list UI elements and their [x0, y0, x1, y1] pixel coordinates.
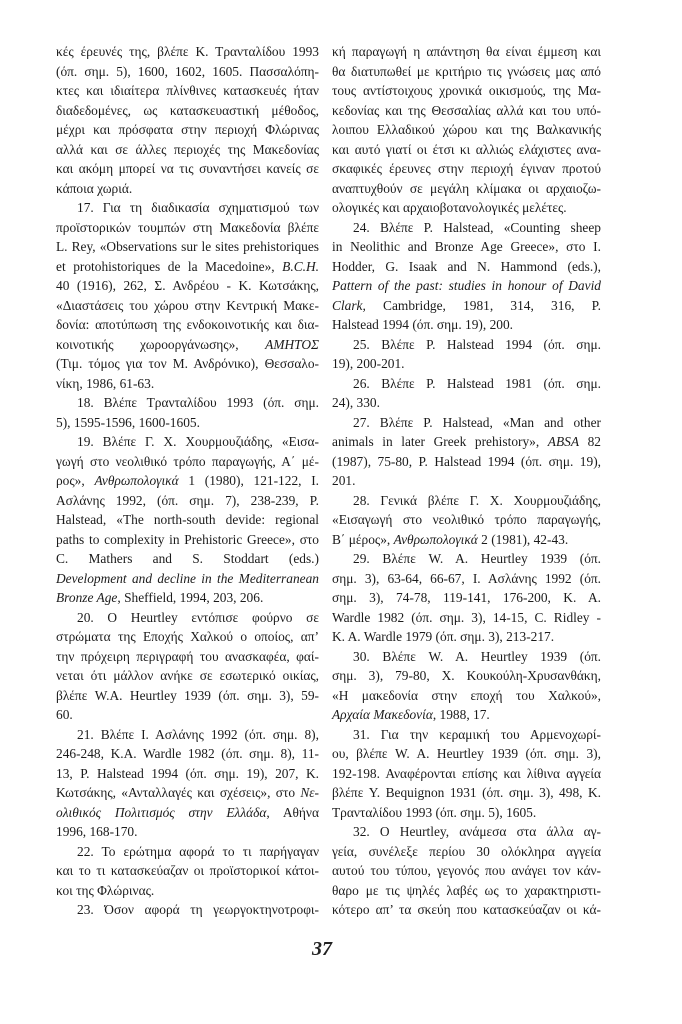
footnote [56, 725, 319, 842]
text-line [56, 81, 319, 101]
text-line [56, 842, 319, 862]
text-line [332, 81, 601, 101]
text-segment: και το τι κατασκεύαζαν οι προϊστορικοί κάτοι- [56, 863, 319, 878]
text-segment: γωγή στο νεολιθικό τρόπο παραγωγής, Α΄ μέ- [56, 453, 319, 469]
text-line [332, 62, 601, 82]
text-segment: , 1988, 17. [432, 707, 490, 722]
text-line [56, 569, 319, 589]
text-segment: νεται ότι μάλλον ανήκε σε εσωτερικό οικίας, [56, 668, 319, 683]
text-segment: κές έρευνές της, βλέπε Κ. Τρανταλίδου 1993 [56, 44, 319, 59]
text-segment: τους αντίστοιχους χρονικά οικισμούς, της Μα- [332, 83, 601, 98]
text-line [56, 549, 319, 569]
footnote [332, 491, 601, 550]
text-line [332, 530, 601, 550]
text-line [332, 744, 601, 764]
text-line [332, 471, 601, 491]
text-line [332, 803, 601, 823]
text-segment: 1 (1980), 121-122, Ι. [178, 473, 319, 488]
text-segment: ρος», [56, 473, 95, 488]
text-line [332, 510, 601, 530]
text-line [56, 237, 319, 257]
text-segment: Hodder, G. Isaak and N. Hammond (eds.), [332, 258, 601, 274]
italic-title: Νε- [300, 785, 319, 800]
text-segment: , Sheffield, 1994, 203, 206. [117, 590, 264, 605]
text-segment: αλλά και σε άλλες περιοχές της Μακεδονίας [56, 141, 319, 157]
footnote [332, 218, 601, 335]
text-segment: (όπ. σημ. 5), 1600, 1602, 1605. Πασσαλόπη- [56, 63, 319, 79]
text-line [56, 276, 319, 296]
italic-title: Ανθρωπολογικά [393, 531, 478, 547]
text-segment: 21. Βλέπε Ι. Ασλάνης 1992 (όπ. σημ. 8), [77, 726, 319, 742]
text-line [56, 686, 319, 706]
left-column [56, 42, 319, 920]
text-line [332, 432, 601, 452]
text-line [332, 393, 601, 413]
continued-footnote [332, 42, 601, 218]
text-segment: 19. Βλέπε Γ. Χ. Χουρμουζιάδης, «Εισα- [77, 434, 319, 449]
text-segment: θα διατυπωθεί με κριτήριο τις γνώσεις μας από [332, 63, 601, 79]
text-segment: 40 (1916), 262, Σ. Ανδρέου - Κ. Κωτσάκης, [56, 278, 319, 293]
text-segment: κτες και ιδιαίτερα πλίνθινες κατασκευές ήταν [56, 83, 319, 98]
text-segment: «Εισαγωγή στο νεολιθικό τρόπο παραγωγής, [332, 512, 601, 527]
text-segment: 2 (1981), 42-43. [477, 531, 569, 547]
text-segment: Wardle 1982 (όπ. σημ. 3), 14-15, C. Ridley - [332, 609, 601, 625]
text-line [56, 198, 319, 218]
footnote [332, 374, 601, 413]
text-segment: και αυτό γιατί οι έτσι κι αλλιώς ελάχιστες ανα- [332, 141, 601, 157]
text-segment: κοι της Φλώρινας. [56, 882, 155, 898]
footnote [56, 432, 319, 608]
text-segment: σημ. 3), 63-64, 66-67, Ι. Ασλάνης 1992 (όπ. [332, 570, 601, 586]
text-line [56, 861, 319, 881]
text-line [56, 627, 319, 647]
footnote [56, 198, 319, 393]
italic-title: ΑΜΗΤΟΣ [265, 336, 319, 352]
text-line [56, 452, 319, 472]
text-line [56, 432, 319, 452]
text-segment: λοιπου Ελλαδικού χώρου και της Βαλκανικής [332, 122, 601, 137]
text-segment: Β΄ μέρος», [332, 531, 394, 547]
text-line [56, 296, 319, 316]
continued-footnote [56, 42, 319, 198]
text-line [56, 900, 319, 920]
text-line [56, 608, 319, 628]
text-segment: «Η μακεδονία στην εποχή του Χαλκού», [332, 687, 601, 703]
text-segment: κοινοτικής χωροοργάνωσης», [56, 336, 266, 352]
text-segment: 192-198. Αναφέρονται επίσης και λίθινα αγγεία [332, 765, 601, 781]
text-segment: θαρο με τις ψηλές λαβές ως το χαρακτηριστι- [332, 882, 601, 898]
text-line [332, 900, 601, 920]
italic-title: ABSA [547, 434, 580, 449]
text-line [56, 822, 319, 842]
text-line [56, 510, 319, 530]
text-line [56, 783, 319, 803]
text-segment: Halstead 1994 (όπ. σημ. 19), 200. [332, 317, 514, 332]
text-segment: (Τιμ. τόμος για τον Μ. Ανδρόνικο), Θεσσαλο- [56, 356, 319, 371]
text-line [56, 140, 319, 160]
text-segment: 24. Βλέπε P. Halstead, «Counting sheep [353, 219, 601, 235]
text-segment: προϊστορικών τουμπών στη Μακεδονία βλέπε [56, 219, 319, 235]
text-segment: σκαφικές έρευνες στην περιοχή έγιναν προτού [332, 161, 601, 176]
text-segment: σημ. 3), 79-80, Χ. Κουκούλη-Χρυσανθάκη, [332, 668, 601, 683]
text-segment: νίκη, 1986, 61-63. [56, 375, 155, 391]
text-segment: 29. Βλέπε W. A. Heurtley 1939 (όπ. [353, 551, 601, 566]
text-line [332, 608, 601, 628]
text-line [332, 237, 601, 257]
text-segment: Halstead, «The north-south devide: regional [56, 512, 319, 527]
text-segment: κή παραγωγή η απάντηση θα είναι έμμεση και [332, 44, 601, 59]
text-segment: ολογικές και αρχαιοβοτανολογικές μελέτες. [332, 200, 567, 215]
text-segment: αναπτυχθούν σε μεγάλη κλίμακα οι αρχαιοζω- [332, 180, 601, 196]
text-line [56, 530, 319, 550]
text-segment: κάποια χωριά. [56, 180, 133, 196]
text-line [332, 413, 601, 433]
text-line [332, 218, 601, 238]
text-line [332, 647, 601, 667]
text-segment: και ακόμη μπορεί να τις συναντήσει κανείς σε [56, 161, 319, 176]
text-segment: 13, P. Halstead 1994 (όπ. σημ. 19), 207, Κ. [56, 765, 319, 781]
text-segment: Κωτσάκης, «Ανταλλαγές και σχέσεις», στο [56, 785, 301, 800]
text-line [56, 705, 319, 725]
text-line [332, 627, 601, 647]
text-segment: 32. Ο Heurtley, ανάμεσα στα άλλα αγ- [353, 824, 601, 839]
text-segment: 82 [579, 434, 601, 449]
footnote [56, 900, 319, 920]
text-line [56, 159, 319, 179]
footnote [332, 335, 601, 374]
text-segment: L. Rey, «Observations sur le sites prehistoriques [56, 239, 319, 254]
italic-title: ολιθικός Πολιτισμός στην Ελλάδα [56, 804, 267, 820]
text-line [332, 315, 601, 335]
text-segment: διαδεδομένες, ως κατασκευαστική μέθοδος, [56, 102, 319, 118]
text-segment: 25. Βλέπε P. Halstead 1994 (όπ. σημ. [353, 336, 601, 352]
text-segment: et protohistoriques de la Macedoine», [56, 258, 283, 274]
text-segment: 1996, 168-170. [56, 824, 138, 839]
text-segment: βλέπε Y. Bequignon 1931 (όπ. σημ. 3), 498, Κ. [332, 785, 601, 800]
text-line [56, 257, 319, 277]
footnote [332, 549, 601, 647]
text-line [332, 686, 601, 706]
text-segment: 26. Βλέπε P. Halstead 1981 (όπ. σημ. [353, 375, 601, 391]
text-line [332, 276, 601, 296]
text-line [56, 335, 319, 355]
italic-title: Αρχαία Μακεδονία [332, 707, 433, 722]
footnote [332, 822, 601, 920]
text-segment: 28. Γενικά βλέπε Γ. Χ. Χουρμουζιάδης, [353, 492, 601, 508]
text-line [332, 705, 601, 725]
text-line [332, 861, 601, 881]
text-line [332, 764, 601, 784]
text-line [332, 159, 601, 179]
text-line [56, 354, 319, 374]
text-line [56, 744, 319, 764]
text-line [332, 198, 601, 218]
text-segment: σημ. 3), 74-78, 119-141, 176-200, K. A. [332, 590, 601, 605]
text-line [332, 569, 601, 589]
text-line [56, 491, 319, 511]
text-line [332, 179, 601, 199]
footnote [56, 608, 319, 725]
text-line [56, 588, 319, 608]
text-line [332, 101, 601, 121]
text-segment: animals in later Greek prehistory», [332, 434, 548, 449]
text-line [332, 335, 601, 355]
text-line [332, 491, 601, 511]
text-segment: 5), 1595-1596, 1600-1605. [56, 414, 200, 430]
text-line [332, 354, 601, 374]
footnote [56, 842, 319, 901]
text-line [56, 725, 319, 745]
text-line [332, 783, 601, 803]
text-segment: την πρόχειρη περιγραφή του ανασκαφέα, φαί- [56, 648, 319, 664]
text-segment: ου, βλέπε W. A. Heurtley 1939 (όπ. σημ. 3), [332, 746, 601, 761]
text-segment: αυτού του τύπου, γεγονός που ανάγει τον κάν- [332, 863, 601, 878]
footnote [332, 725, 601, 823]
text-segment: δονία: αποτύπωση της ενδοκοινοτικής και δια- [56, 317, 319, 332]
text-line [56, 803, 319, 823]
text-segment: 22. Το ερώτημα αφορά το τι παρήγαγαν [77, 843, 319, 859]
italic-title: B.C.H. [282, 258, 319, 274]
text-line [56, 413, 319, 433]
text-line [332, 881, 601, 901]
text-segment: 60. [56, 707, 73, 722]
text-line [332, 42, 601, 62]
text-segment: Ασλάνης 1992, (όπ. σημ. 7), 238-239, P. [56, 492, 319, 508]
text-segment: 27. Βλέπε P. Halstead, «Man and other [353, 414, 601, 430]
text-segment: paths to complexity in Prehistoric Greece», στο [56, 531, 319, 547]
text-segment: 201. [332, 473, 356, 488]
text-segment: , Αθήνα [266, 804, 319, 820]
text-segment: 23. Όσον αφορά τη γεωργοκτηνοτροφι- [77, 902, 319, 917]
text-segment: in Neolithic and Bronze Age Greece», στο I. [332, 239, 601, 254]
text-line [332, 725, 601, 745]
text-line [56, 881, 319, 901]
text-line [332, 374, 601, 394]
text-segment: 17. Για τη διαδικασία σχηματισμού των [77, 200, 319, 215]
text-segment: 30. Βλέπε W. A. Heurtley 1939 (όπ. [353, 648, 601, 664]
footnote [332, 647, 601, 725]
right-column [332, 42, 601, 920]
text-line [332, 842, 601, 862]
text-line [56, 764, 319, 784]
text-segment: 19), 200-201. [332, 356, 405, 371]
text-line [56, 101, 319, 121]
text-line [332, 549, 601, 569]
page-number: 37 [312, 938, 332, 960]
text-segment: Τρανταλίδου 1993 (όπ. σημ. 5), 1605. [332, 804, 537, 820]
text-segment: γεία, συνέλεξε περίου 30 ολόκληρα αγγεία [332, 843, 601, 859]
italic-title: Ανθρωπολογικά [94, 473, 179, 488]
text-segment: «Διαστάσεις του χώρου στην Κεντρική Μακε- [56, 297, 319, 313]
text-segment: Cambridge, 1981, 314, 316, P. [365, 297, 601, 313]
text-line [332, 140, 601, 160]
text-line [56, 218, 319, 238]
text-segment: κότερο απ’ τα σκεύη που κατασκεύαζαν οι κά- [332, 902, 601, 917]
text-line [56, 179, 319, 199]
footnote [332, 413, 601, 491]
text-line [332, 588, 601, 608]
text-segment: K. A. Wardle 1979 (όπ. σημ. 3), 213-217. [332, 629, 555, 644]
italic-title: Bronze Age [56, 590, 118, 605]
footnote [56, 393, 319, 432]
text-line [56, 666, 319, 686]
text-segment: κεδονίας και της Θεσσαλίας αλλά και του υπό- [332, 102, 601, 118]
text-segment: C. Mathers and S. Stoddart (eds.) [56, 551, 319, 566]
text-segment: 246-248, K.A. Wardle 1982 (όπ. σημ. 8), 11- [56, 746, 319, 761]
text-segment: βλέπε W.A. Heurtley 1939 (όπ. σημ. 3), 59- [56, 687, 319, 703]
text-line [332, 120, 601, 140]
text-line [56, 471, 319, 491]
text-segment: στρώματα της Εποχής Χαλκού ο οποίος, απ’ [56, 629, 319, 644]
text-line [332, 257, 601, 277]
text-line [56, 120, 319, 140]
text-line [332, 666, 601, 686]
text-segment: 31. Για την κεραμική του Αρμενοχωρί- [353, 726, 601, 742]
text-line [332, 296, 601, 316]
text-line [332, 822, 601, 842]
text-line [56, 62, 319, 82]
text-segment: 24), 330. [332, 395, 380, 410]
italic-title: Pattern of the past: studies in honour of David [332, 278, 601, 293]
text-line [332, 452, 601, 472]
text-segment: 18. Βλέπε Τρανταλίδου 1993 (όπ. σημ. [77, 395, 319, 410]
text-segment: μέχρι και πρόσφατα στην περιοχή Φλώρινας [56, 122, 319, 137]
text-segment: 20. Ο Heurtley εντόπισε φούρνο σε [77, 609, 319, 625]
text-line [56, 42, 319, 62]
italic-title: Clark, [332, 297, 366, 313]
text-line [56, 393, 319, 413]
text-line [56, 374, 319, 394]
text-line [56, 315, 319, 335]
italic-title: Development and decline in the Mediterranean [56, 570, 319, 586]
text-line [56, 647, 319, 667]
text-segment: (1987), 75-80, P. Halstead 1994 (όπ. σημ. 19), [332, 453, 601, 469]
